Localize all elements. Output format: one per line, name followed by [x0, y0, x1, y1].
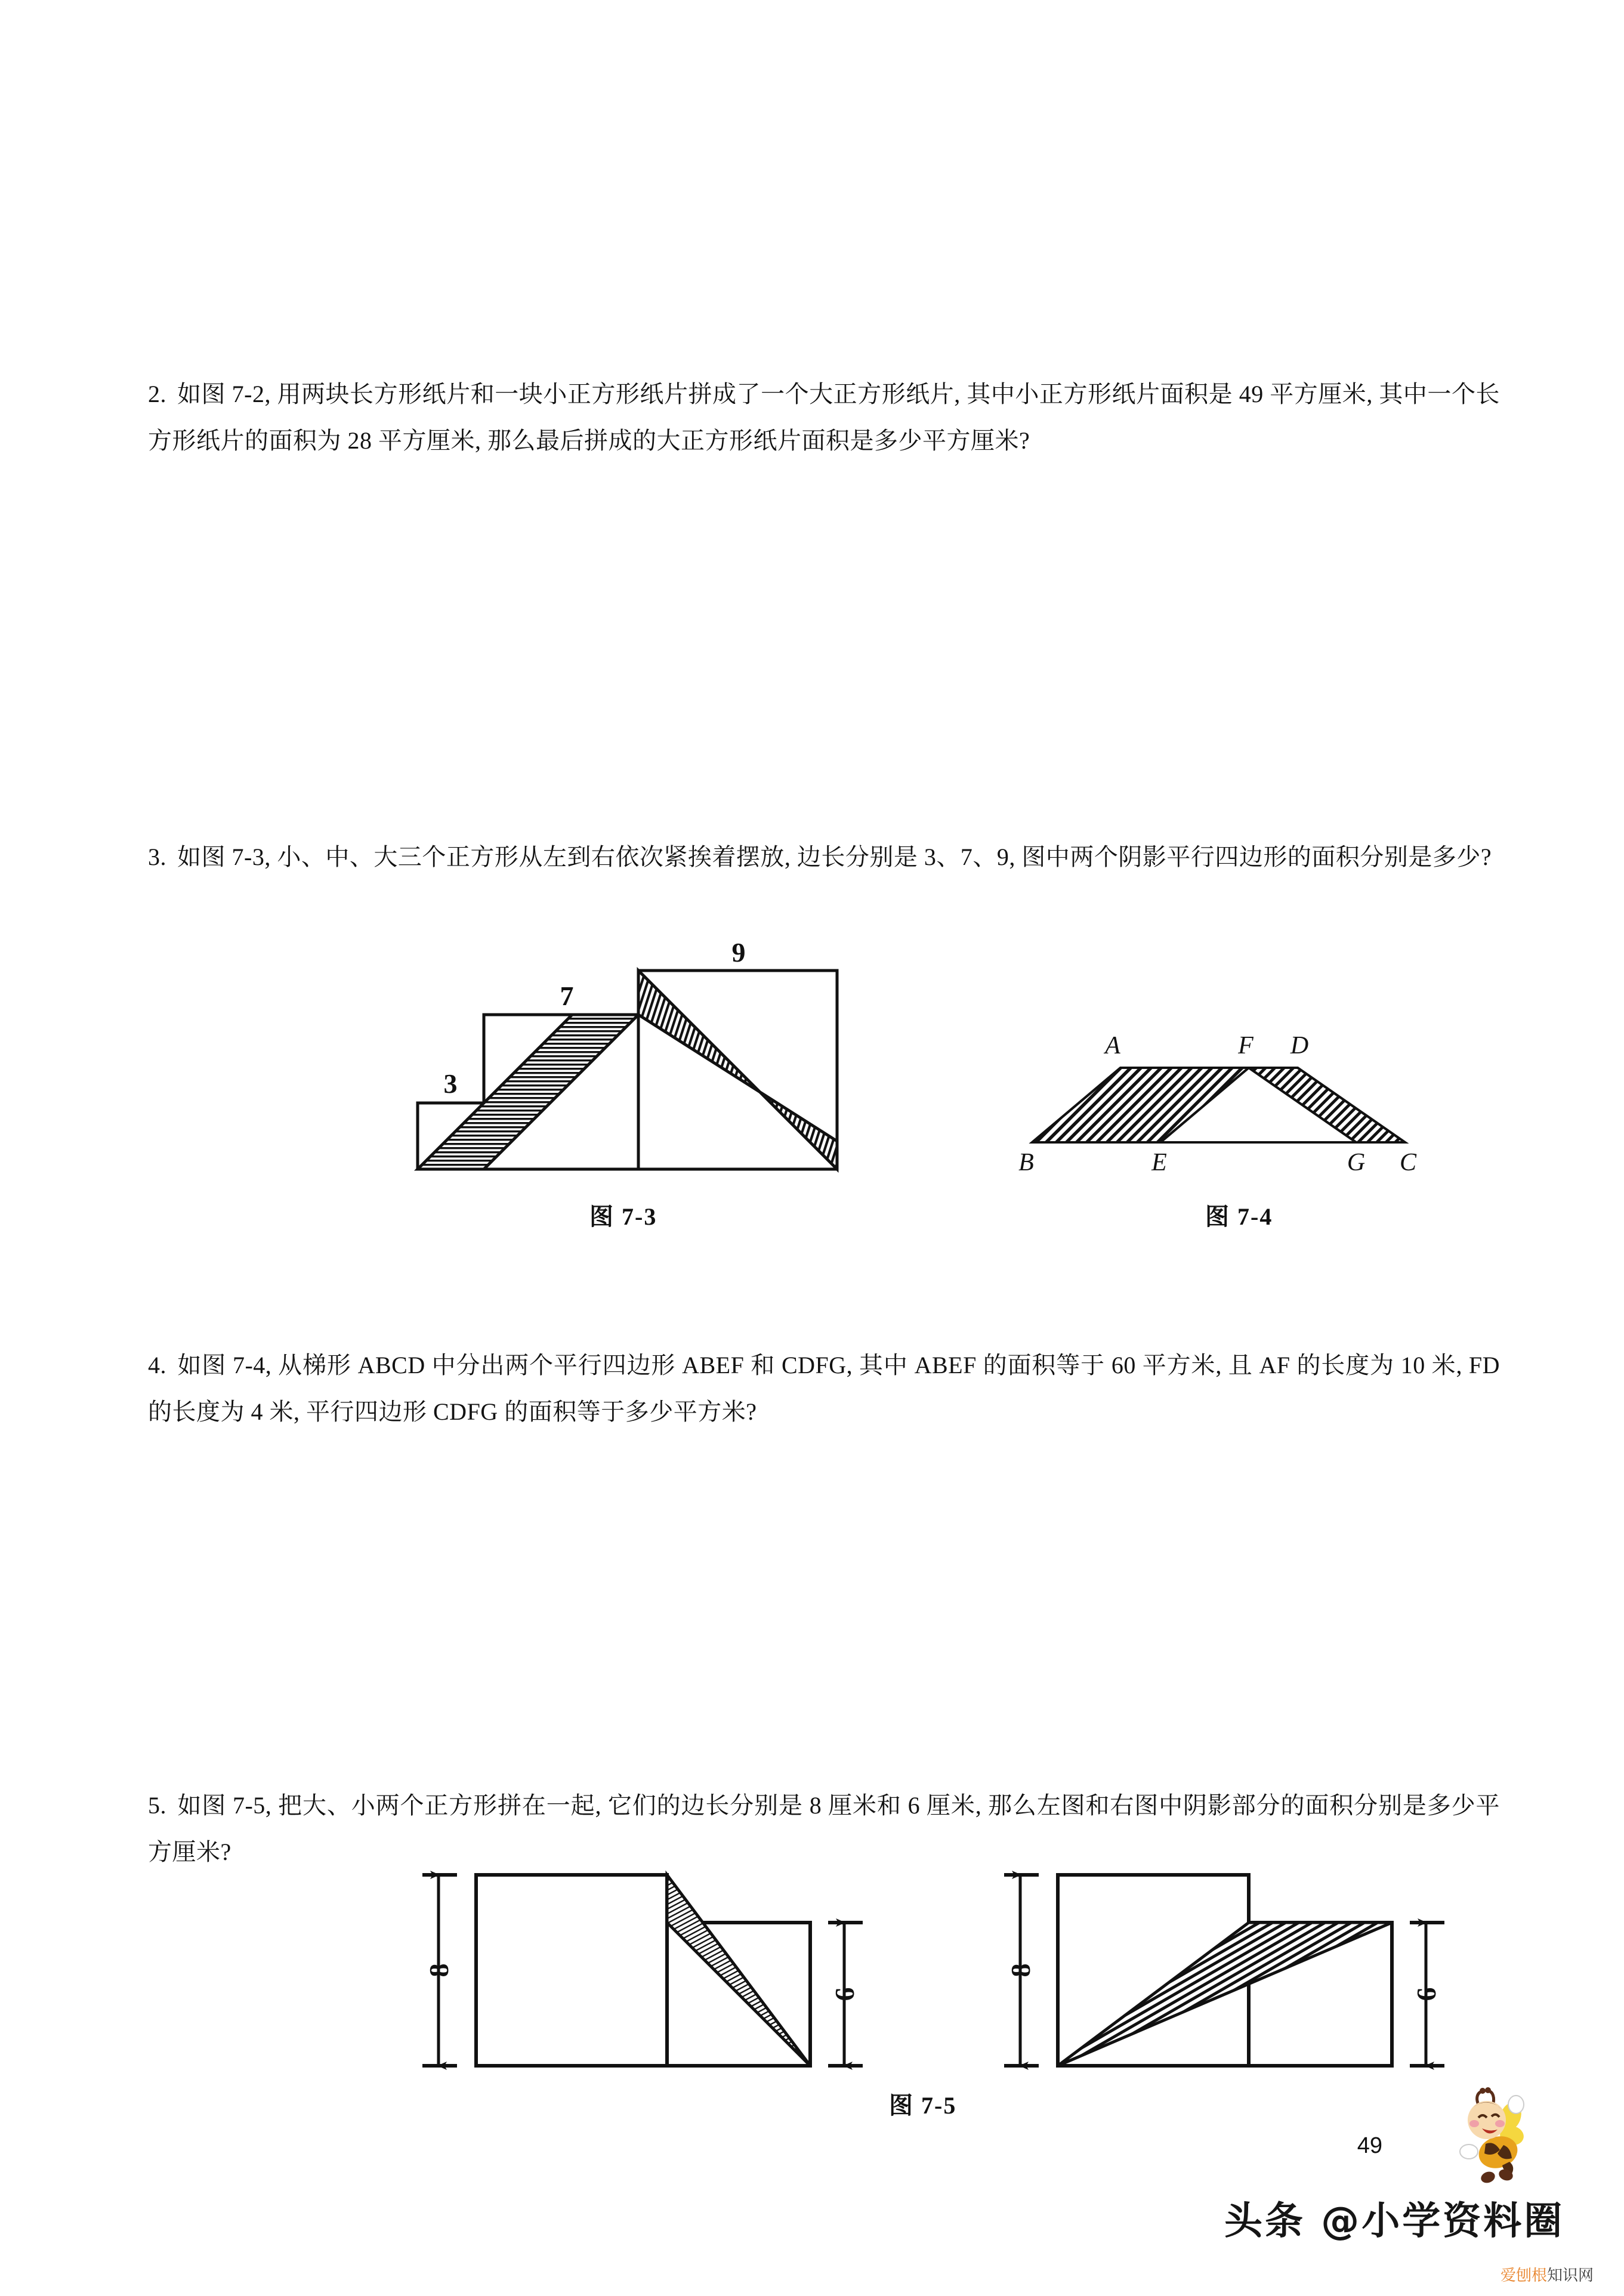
problem-5-text: 如图 7-5, 把大、小两个正方形拼在一起, 它们的边长分别是 8 厘米和 6 厘米, 那么左图和右图中阴影部分的面积分别是多少平方厘米?	[148, 1792, 1500, 1865]
fig74-parallelogram-ABEF	[1032, 1068, 1249, 1142]
problem-2-text: 如图 7-2, 用两块长方形纸片和一块小正方形纸片拼成了一个大正方形纸片, 其中小正方形纸片面积是 49 平方厘米, 其中一个长方形纸片的面积为 28 平方厘米, 那么最后拼成的大正方形纸片面积是多少平方厘米?	[148, 381, 1500, 454]
problem-4-block	[148, 1342, 1500, 1435]
fig75l-big-square	[476, 1875, 667, 2066]
figure-7-3-svg	[394, 937, 859, 1193]
fig74-vertex-F: F	[1238, 1032, 1253, 1059]
fig75r-label-6: 6	[1411, 1987, 1441, 2001]
fig75r-label-8: 8	[1005, 1963, 1036, 1977]
fig75l-label-8: 8	[424, 1963, 454, 1977]
fig74-vertex-E: E	[1151, 1149, 1167, 1176]
problem-3-text: 如图 7-3, 小、中、大三个正方形从左到右依次紧挨着摆放, 边长分别是 3、7、9, 图中两个阴影平行四边形的面积分别是多少?	[177, 843, 1492, 870]
bee-mascot-svg	[1449, 2087, 1532, 2185]
watermark-site	[1500, 2263, 1594, 2285]
problem-4-text: 如图 7-4, 从梯形 ABCD 中分出两个平行四边形 ABEF 和 CDFG, 其中 ABEF 的面积等于 60 平方米, 且 AF 的长度为 10 米, FD 的长度为 4 米, 平行四边形 CDFG 的面积等于多少平方米?	[148, 1352, 1500, 1425]
figure-7-5-right-svg	[987, 1858, 1459, 2091]
figure-7-3-caption: 图 7-3	[589, 1203, 657, 1230]
fig73-label-7: 7	[560, 981, 574, 1011]
figure-7-5-left	[406, 1858, 877, 2091]
fig74-vertex-C: C	[1399, 1149, 1417, 1176]
page-number: 49	[1357, 2133, 1382, 2158]
fig74-vertex-A: A	[1105, 1032, 1120, 1059]
figure-7-4	[1014, 1020, 1432, 1187]
figure-7-4-caption: 图 7-4	[1205, 1203, 1273, 1230]
fig73-label-9: 9	[731, 937, 746, 968]
fig74-parallelogram-CDFG	[1249, 1068, 1405, 1142]
watermark-site-dark: 知识网	[1547, 2267, 1594, 2285]
problem-3-block	[148, 834, 1500, 880]
fig73-label-3: 3	[443, 1068, 458, 1099]
problem-5-number: 5.	[148, 1792, 166, 1819]
problem-4-number: 4.	[148, 1352, 166, 1379]
problem-2-number: 2.	[148, 381, 166, 407]
figure-7-3	[394, 937, 859, 1193]
problem-2-block	[148, 371, 1500, 464]
fig74-vertex-G: G	[1347, 1149, 1366, 1176]
problem-3-number: 3.	[148, 843, 166, 870]
watermark-site-orange: 爱刨根	[1500, 2267, 1548, 2285]
figure-7-5-left-svg	[406, 1858, 877, 2091]
watermark-headline: 头条 @小学资料圈	[1224, 2199, 1565, 2244]
fig75l-label-6: 6	[829, 1987, 860, 2001]
figure-7-5-right	[987, 1858, 1459, 2091]
figure-7-5-caption: 图 7-5	[889, 2092, 957, 2119]
bee-mascot-icon	[1449, 2087, 1532, 2185]
fig74-vertex-B: B	[1018, 1149, 1034, 1176]
figure-7-4-svg	[1014, 1020, 1432, 1187]
fig74-vertex-D: D	[1290, 1032, 1309, 1059]
